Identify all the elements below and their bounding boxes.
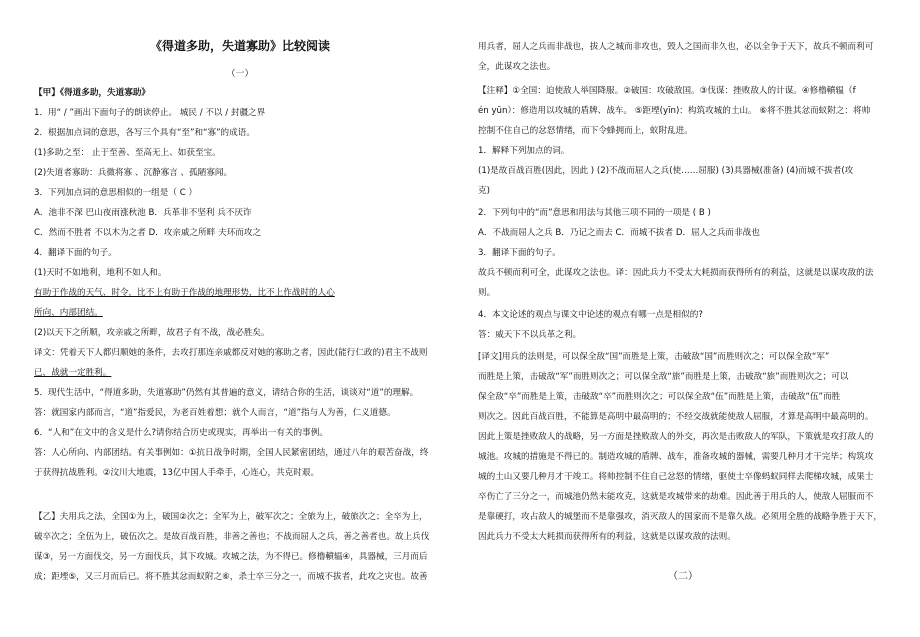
text-line: 3．翻译下面的句子。	[478, 248, 561, 258]
text-line: 是靠硬打，攻占敌人的城堡而不是靠强攻，消灭敌人的国家而不是靠久战。必须用全胜的战略争胜于天下，	[478, 512, 882, 522]
text-line: 有助于作战的天气、时令，比不上有助于作战的地理形势，比不上作战时的人心	[34, 288, 335, 298]
text-line: 于获得抗战胜利。②汶川大地震，13亿中国人手牵手，心连心，共克时艰。	[34, 468, 320, 478]
text-line: 已，战就一定胜利。	[34, 368, 112, 378]
text-line: 所向、内部团结。	[34, 308, 103, 318]
text-line: 因此上策是挫败敌人的战略，另一方面是挫败敌人的外交，再次是击败敌人的军队，下策就是攻打敌人的	[478, 432, 874, 442]
text-line: 克)	[478, 186, 490, 196]
text-line: A．池非不深 巴山夜雨涨秋池 B．兵革非不坚利 兵不厌诈	[34, 208, 252, 218]
text-line: (2)以天下之所顺，攻亲戚之所畔，故君子有不战，战必胜矣。	[34, 328, 270, 338]
text-line: 因此兵力不受太大耗损而获得所有的利益，这就是以谋攻敌的法则。	[478, 532, 736, 542]
text-line: 2．下列句中的“而”意思和用法与其他三项不同的一项是 ( B )	[478, 208, 711, 218]
text-line: 【乙】夫用兵之法，全国①为上，破国②次之；全军为上，破军次之；全旅为上，破旅次之；全卒为上，	[34, 512, 428, 522]
text-line: 【注释】①全国：迫使敌人举国降服。②破国：攻破敌国。③伐谋：挫败敌人的计谋。④修橹轒辒（f	[478, 86, 856, 96]
section-one-heading: （一）	[226, 69, 254, 79]
text-line: 则次之。因此百战百胜，不能算是高明中最高明的；不经交战就能使敌人屈服，才算是高明中最高明的。	[478, 412, 874, 422]
text-line: 成；距堙⑤，又三月而后已。将不胜其忿而蚁附之⑥，杀士卒三分之一，而城不拔者，此攻之灾也。故善	[34, 572, 428, 582]
text-line: (1)多助之至： 止于至善、至高无上、如获至宝。	[34, 148, 221, 158]
text-line: 用兵者，屈人之兵而非战也，拔人之城而非攻也，毁人之国而非久也，必以全争于天下，故兵不顿而利可	[478, 42, 874, 52]
text-line: 保全敌“卒”而胜是上策，击破敌“卒”而胜则次之；可以保全敌“伍”而胜是上策，击破敌“伍”而胜	[478, 392, 841, 402]
text-line: 译文：凭着天下人都归顺她的条件，去攻打那连亲戚都反对她的寡助之者，因此(能行仁政的)君主不战则	[34, 348, 428, 358]
text-line: 控制不住自己的忿怒情绪，而下令蜂拥而上，蚁附乱进。	[478, 126, 693, 136]
text-line: 1．用“ / ”画出下面句子的朗读停止。 城民 / 不以 / 封疆之界	[34, 108, 266, 118]
text-line: 3．下列加点词的意思相似的一组是（ C ）	[34, 188, 198, 198]
text-line: 答：人心所向、内部团结。有关事例如：①抗日战争时期，全国人民紧密团结，通过八年的艰苦奋战，终	[34, 448, 429, 458]
text-line: 答：威天下不以兵革之利。	[478, 330, 582, 340]
page-title: 《得道多助，失道寡助》比较阅读	[149, 39, 330, 53]
text-line: (1)是故百战百胜(因此，因此 ) (2)不战而屈人之兵(使……屈服) (3)具器械(准备) (4)而城不拔者(攻	[478, 166, 854, 176]
text-line: 【甲】《得道多助，失道寡助》	[34, 88, 151, 98]
text-line: 故兵不顿而利可全，此谋攻之法也。译：因此兵力不受太大耗损而获得所有的利益，这就是以谋攻敌的法	[478, 268, 874, 278]
text-line: 而胜是上策，击破敌“军”而胜则次之；可以保全敌“旅”而胜是上策，击破敌“旅”而胜则次之；可以	[478, 372, 849, 382]
text-line: (1)天时不如地利，地利不如人和。	[34, 268, 167, 278]
text-line: 4．本文论述的观点与课文中论述的观点有哪一点是相似的?	[478, 310, 703, 320]
text-line: 全，此谋攻之法也。	[478, 62, 556, 72]
text-line: C．然而不胜者 不以木为之者 D．攻亲戚之所畔 夫环而攻之	[34, 228, 262, 238]
text-line: 城的土山又要几种月才干竣工。将帅控制不住自己忿怒的情绪，驱使士卒像蚂蚁同样去爬梯攻城，成果士	[478, 472, 874, 482]
text-line: 城池。攻城的措施是不得已的。制造攻城的盾牌、战车，准备攻城的器械，需要几种月才干完毕；构筑攻	[478, 452, 874, 462]
text-line: 则。	[478, 288, 496, 298]
text-line: (2)失道者寡助：兵微将寡 、沉静寡言 、孤陋寡闻。	[34, 168, 233, 178]
text-line: 卒伤亡了三分之一，而城池仍然未能攻克，这就是攻城带来的劫难。因此善于用兵的人，使敌人屈服而不	[478, 492, 874, 502]
text-line: 答：就国家内部而言，“道”指爱民，为老百姓着想；就个人而言，“道”指与人为善，仁义道德。	[34, 408, 396, 418]
text-line: 谋③，另一方面伐交，另一方面伐兵，其下攻城。攻城之法，为不得已。修橹轒辒④，具器械，三月而后	[34, 552, 428, 562]
text-line: 5．现代生活中，“得道多助，失道寡助”仍然有其普遍的意义，请结合你的生活，谈谈对“道”的理解。	[34, 388, 419, 398]
text-line: 6．“人和”在文中的含义是什么?请你结合历史或现实，再举出一有关的事例。	[34, 428, 328, 438]
text-line: én yūn）：修造用以攻城的盾牌、战车。 ⑤距堙(yīn)：构筑攻城的土山。 ⑥将不胜其忿而蚁附之：将帅	[478, 106, 871, 116]
text-line: 1．解释下列加点的词。	[478, 146, 570, 156]
text-line: 4．翻译下面的句子。	[34, 248, 117, 258]
text-line: [译文]用兵的法则是，可以保全敌“国”而胜是上策，击破敌“国”而胜则次之；可以保全敌“军”	[478, 352, 830, 362]
text-line: 破卒次之；全伍为上，破伍次之。是故百战百胜，非善之善也；不战而屈人之兵，善之善者也。故上兵伐	[34, 532, 430, 542]
section-two-heading: （二）	[668, 571, 698, 582]
text-line: A．不战而屈人之兵 B．乃记之而去 C．而城不拔者 D．屈人之兵而非战也	[478, 228, 760, 238]
text-line: 2．根据加点词的意思，各写三个具有“至”和“寡”的成语。	[34, 128, 255, 138]
